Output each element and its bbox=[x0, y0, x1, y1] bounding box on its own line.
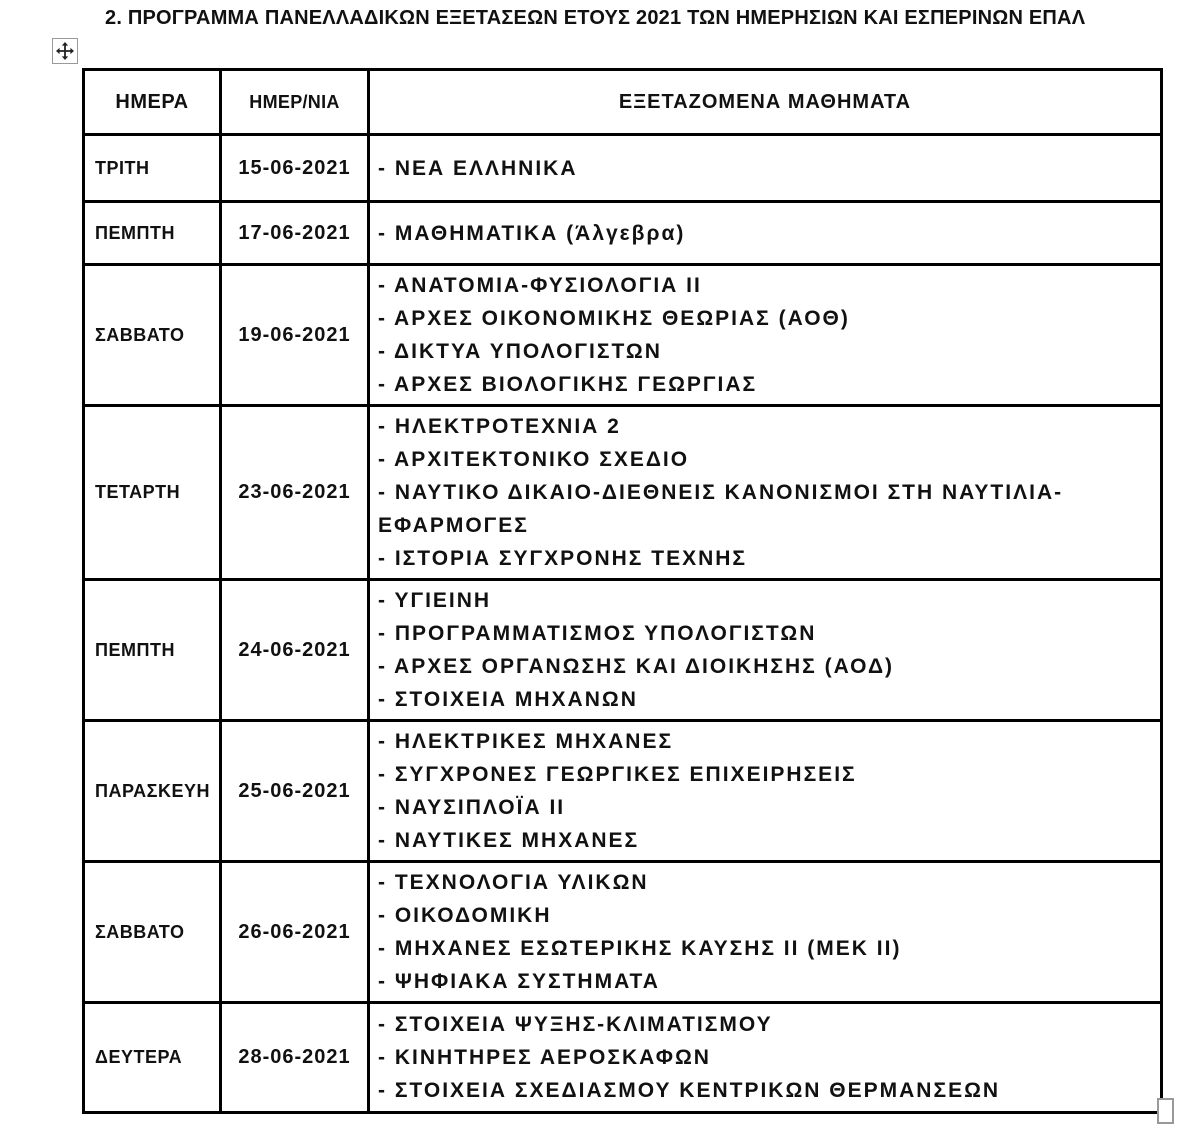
subject-line: - ΙΣΤΟΡΙΑ ΣΥΓΧΡΟΝΗΣ ΤΕΧΝΗΣ bbox=[378, 547, 748, 570]
table-row bbox=[84, 265, 1162, 406]
subject-line: - ΝΑΥΤΙΚΟ ΔΙΚΑΙΟ-ΔΙΕΘΝΕΙΣ ΚΑΝΟΝΙΣΜΟΙ ΣΤΗ ΝΑΥΤΙΛΙΑ-ΕΦΑΡΜΟΓΕΣ bbox=[378, 481, 1064, 537]
subjects-cell bbox=[369, 1003, 1162, 1113]
subject-line: - ΜΑΘΗΜΑΤΙΚΑ (Άλγεβρα) bbox=[378, 221, 686, 245]
subject-line: - ΤΕΧΝΟΛΟΓΙΑ ΥΛΙΚΩΝ bbox=[378, 871, 649, 894]
subject-line: - ΜΗΧΑΝΕΣ ΕΣΩΤΕΡΙΚΗΣ ΚΑΥΣΗΣ ΙΙ (ΜΕΚ ΙΙ) bbox=[378, 937, 902, 960]
subjects-cell bbox=[369, 202, 1162, 265]
move-icon bbox=[56, 42, 74, 60]
table-row bbox=[84, 862, 1162, 1003]
subject-line: - ΣΤΟΙΧΕΙΑ ΣΧΕΔΙΑΣΜΟΥ ΚΕΝΤΡΙΚΩΝ ΘΕΡΜΑΝΣΕΩΝ bbox=[378, 1079, 1001, 1102]
date-cell: 28-06-2021 bbox=[221, 1003, 369, 1113]
subject-line: - ΑΡΧΕΣ ΟΙΚΟΝΟΜΙΚΗΣ ΘΕΩΡΙΑΣ (ΑΟΘ) bbox=[378, 307, 850, 330]
header-subjects: ΕΞΕΤΑΖΟΜΕΝΑ ΜΑΘΗΜΑΤΑ bbox=[369, 70, 1162, 135]
subject-line: - ΥΓΙΕΙΝΗ bbox=[378, 589, 492, 612]
date-cell: 25-06-2021 bbox=[221, 721, 369, 862]
table-header-row bbox=[84, 70, 1162, 135]
subject-line: - ΣΤΟΙΧΕΙΑ ΜΗΧΑΝΩΝ bbox=[378, 688, 638, 711]
page-title: 2. ΠΡΟΓΡΑΜΜΑ ΠΑΝΕΛΛΑΔΙΚΩΝ ΕΞΕΤΑΣΕΩΝ ΕΤΟΥΣ 2021 ΤΩΝ ΗΜΕΡΗΣΙΩΝ ΚΑΙ ΕΣΠΕΡΙΝΩΝ ΕΠΑΛ bbox=[105, 7, 1086, 29]
table-row bbox=[84, 580, 1162, 721]
subject-line: - ΗΛΕΚΤΡΙΚΕΣ ΜΗΧΑΝΕΣ bbox=[378, 730, 674, 753]
table-row bbox=[84, 135, 1162, 202]
subject-line: - ΣΤΟΙΧΕΙΑ ΨΥΞΗΣ-ΚΛΙΜΑΤΙΣΜΟΥ bbox=[378, 1013, 773, 1036]
table-row bbox=[84, 406, 1162, 580]
subject-line: - ΑΡΧΕΣ ΒΙΟΛΟΓΙΚΗΣ ΓΕΩΡΓΙΑΣ bbox=[378, 373, 758, 396]
subjects-cell bbox=[369, 406, 1162, 580]
day-cell: ΠΕΜΠΤΗ bbox=[84, 580, 221, 721]
subject-line: - ΝΑΥΤΙΚΕΣ ΜΗΧΑΝΕΣ bbox=[378, 829, 640, 852]
table-row bbox=[84, 1003, 1162, 1113]
subject-line: - ΠΡΟΓΡΑΜΜΑΤΙΣΜΟΣ ΥΠΟΛΟΓΙΣΤΩΝ bbox=[378, 622, 817, 645]
table-move-handle[interactable] bbox=[52, 38, 78, 64]
subject-line: - ΝΑΥΣΙΠΛΟΪΑ ΙΙ bbox=[378, 796, 566, 819]
day-cell: ΤΡΙΤΗ bbox=[84, 135, 221, 202]
subject-line: - ΗΛΕΚΤΡΟΤΕΧΝΙΑ 2 bbox=[378, 415, 621, 438]
day-cell: ΣΑΒΒΑΤΟ bbox=[84, 862, 221, 1003]
table-resize-handle[interactable] bbox=[1157, 1098, 1174, 1124]
subjects-cell bbox=[369, 265, 1162, 406]
header-date: ΗΜΕΡ/ΝΙΑ bbox=[221, 70, 369, 135]
subjects-cell bbox=[369, 580, 1162, 721]
subject-line: - ΑΝΑΤΟΜΙΑ-ΦΥΣΙΟΛΟΓΙΑ ΙΙ bbox=[378, 274, 702, 297]
subject-line: - ΝΕΑ ΕΛΛΗΝΙΚΑ bbox=[378, 156, 578, 180]
subject-line: - ΣΥΓΧΡΟΝΕΣ ΓΕΩΡΓΙΚΕΣ ΕΠΙΧΕΙΡΗΣΕΙΣ bbox=[378, 763, 857, 786]
subject-line: - ΨΗΦΙΑΚΑ ΣΥΣΤΗΜΑΤΑ bbox=[378, 970, 660, 993]
date-cell: 23-06-2021 bbox=[221, 406, 369, 580]
table-row bbox=[84, 202, 1162, 265]
subject-line: - ΔΙΚΤΥΑ ΥΠΟΛΟΓΙΣΤΩΝ bbox=[378, 340, 662, 363]
table-row bbox=[84, 721, 1162, 862]
subjects-cell bbox=[369, 721, 1162, 862]
subjects-cell bbox=[369, 862, 1162, 1003]
date-cell: 26-06-2021 bbox=[221, 862, 369, 1003]
day-cell: ΠΑΡΑΣΚΕΥΗ bbox=[84, 721, 221, 862]
subjects-cell bbox=[369, 135, 1162, 202]
date-cell: 24-06-2021 bbox=[221, 580, 369, 721]
day-cell: ΣΑΒΒΑΤΟ bbox=[84, 265, 221, 406]
date-cell: 19-06-2021 bbox=[221, 265, 369, 406]
header-day: ΗΜΕΡΑ bbox=[84, 70, 221, 135]
exam-schedule-table bbox=[82, 68, 1163, 1114]
subject-line: - ΚΙΝΗΤΗΡΕΣ ΑΕΡΟΣΚΑΦΩΝ bbox=[378, 1046, 711, 1069]
date-cell: 17-06-2021 bbox=[221, 202, 369, 265]
date-cell: 15-06-2021 bbox=[221, 135, 369, 202]
subject-line: - ΑΡΧΕΣ ΟΡΓΑΝΩΣΗΣ ΚΑΙ ΔΙΟΙΚΗΣΗΣ (ΑΟΔ) bbox=[378, 655, 895, 678]
day-cell: ΔΕΥΤΕΡΑ bbox=[84, 1003, 221, 1113]
subject-line: - ΟΙΚΟΔΟΜΙΚΗ bbox=[378, 904, 552, 927]
day-cell: ΤΕΤΑΡΤΗ bbox=[84, 406, 221, 580]
subject-line: - ΑΡΧΙΤΕΚΤΟΝΙΚΟ ΣΧΕΔΙΟ bbox=[378, 448, 690, 471]
day-cell: ΠΕΜΠΤΗ bbox=[84, 202, 221, 265]
